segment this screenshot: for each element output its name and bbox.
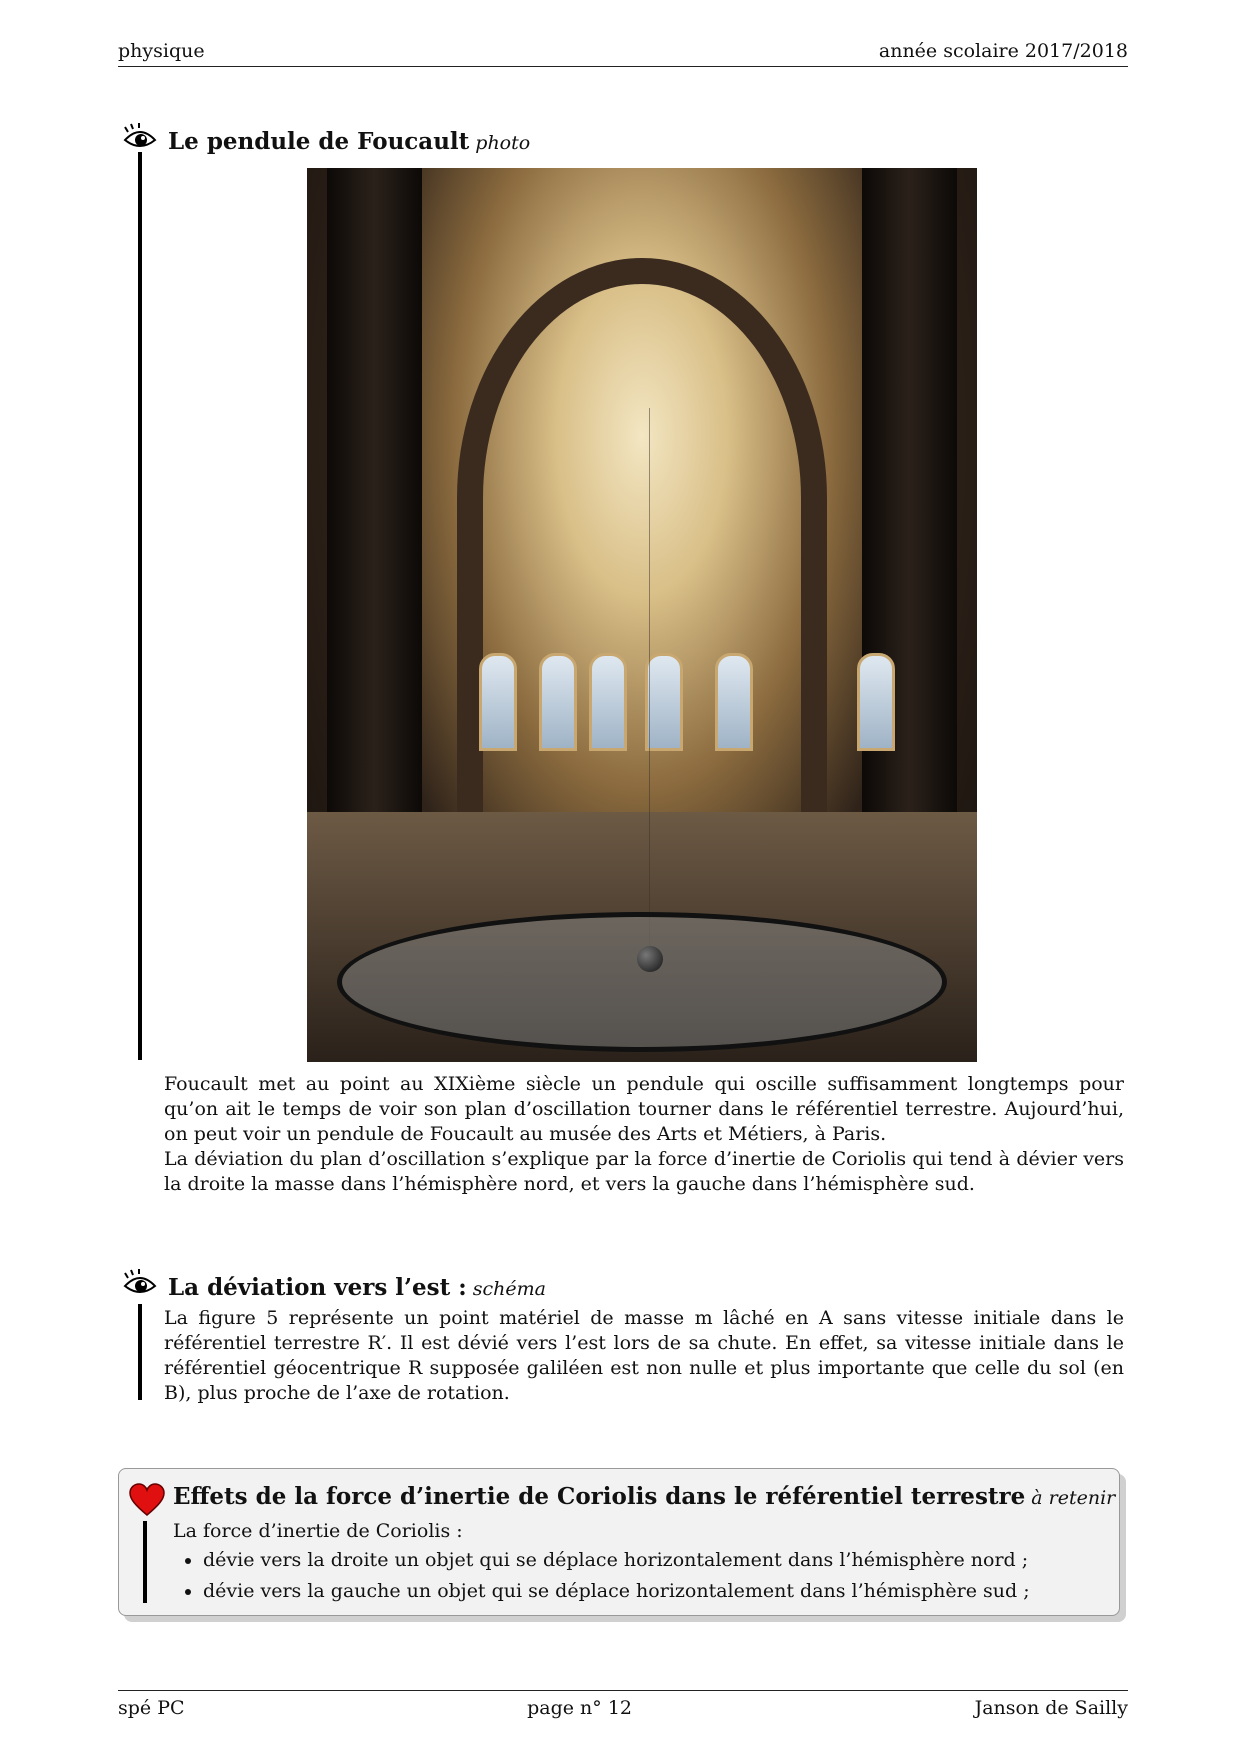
title-subtitle: photo [475, 132, 531, 154]
photo-window [589, 653, 627, 751]
footer-school: Janson de Sailly [974, 1697, 1128, 1719]
eye-icon [122, 1268, 158, 1302]
photo-window [857, 653, 895, 751]
footer-class: spé PC [118, 1697, 185, 1719]
photo-pendulum-bob [637, 946, 663, 972]
section-side-bar [143, 1521, 147, 1603]
photo-railing [337, 912, 947, 1052]
section-title [168, 1274, 546, 1301]
title-text: Effets de la force d’inertie de Coriolis dans le référentiel terrestre [173, 1483, 1026, 1510]
photo-arch [457, 258, 827, 878]
section-text [164, 1072, 1124, 1197]
title-subtitle: schéma [472, 1278, 546, 1300]
section-side-bar [138, 152, 142, 1060]
page-header [118, 40, 1128, 67]
footer-page-number: page n° 12 [527, 1697, 632, 1719]
section-text [173, 1519, 1103, 1610]
list-item: • dévie vers la droite un objet qui se déplace horizontalement dans l’hémisphère nord ; [203, 1548, 1103, 1573]
header-subject: physique [118, 40, 205, 62]
eye-icon [122, 122, 158, 156]
section-title [168, 128, 530, 155]
bullet-list [173, 1548, 1103, 1604]
foucault-pendulum-photo [307, 168, 977, 1062]
section-coriolis-summary [118, 1468, 1120, 1616]
section-east-deviation [118, 1274, 1128, 1404]
paragraph: La figure 5 représente un point matériel de masse m lâché en A sans vitesse initiale dans le référentiel terrestre R′. Il est dévié vers l’est lors de sa chute. En effet, sa vitesse initiale dans le référentiel géocentrique R supposée galiléen est non nulle et plus importante que celle du sol (en B), plus proche de l’axe de rotation. [164, 1307, 1124, 1404]
section-text [164, 1306, 1124, 1406]
photo-pendulum-wire [649, 408, 650, 968]
section-title [173, 1483, 1115, 1510]
title-text: La déviation vers l’est : [168, 1274, 467, 1301]
section-foucault-pendulum [118, 128, 1128, 1195]
heart-icon [129, 1483, 165, 1517]
header-school-year: année scolaire 2017/2018 [878, 40, 1128, 62]
list-item: • dévie vers la gauche un objet qui se déplace horizontalement dans l’hémisphère sud ; [203, 1579, 1103, 1604]
title-text: Le pendule de Foucault [168, 128, 470, 155]
intro-text: La force d’inertie de Coriolis : [173, 1520, 463, 1542]
photo-window [479, 653, 517, 751]
photo-window [539, 653, 577, 751]
page-footer [118, 1690, 1128, 1723]
title-subtitle: à retenir [1031, 1487, 1116, 1509]
photo-window [645, 653, 683, 751]
paragraph: La déviation du plan d’oscillation s’explique par la force d’inertie de Coriolis qui tend à dévier vers la droite la masse dans l’hémisphère nord, et vers la gauche dans l’hémisphère sud. [164, 1148, 1124, 1195]
photo-window [715, 653, 753, 751]
section-side-bar [138, 1304, 142, 1400]
paragraph: Foucault met au point au XIXième siècle un pendule qui oscille suffisamment longtemps pour qu’on ait le temps de voir son plan d’oscillation tourner dans le référentiel terrestre. Aujourd’hui, on peut voir un pendule de Foucault au musée des Arts et Métiers, à Paris. [164, 1073, 1124, 1145]
